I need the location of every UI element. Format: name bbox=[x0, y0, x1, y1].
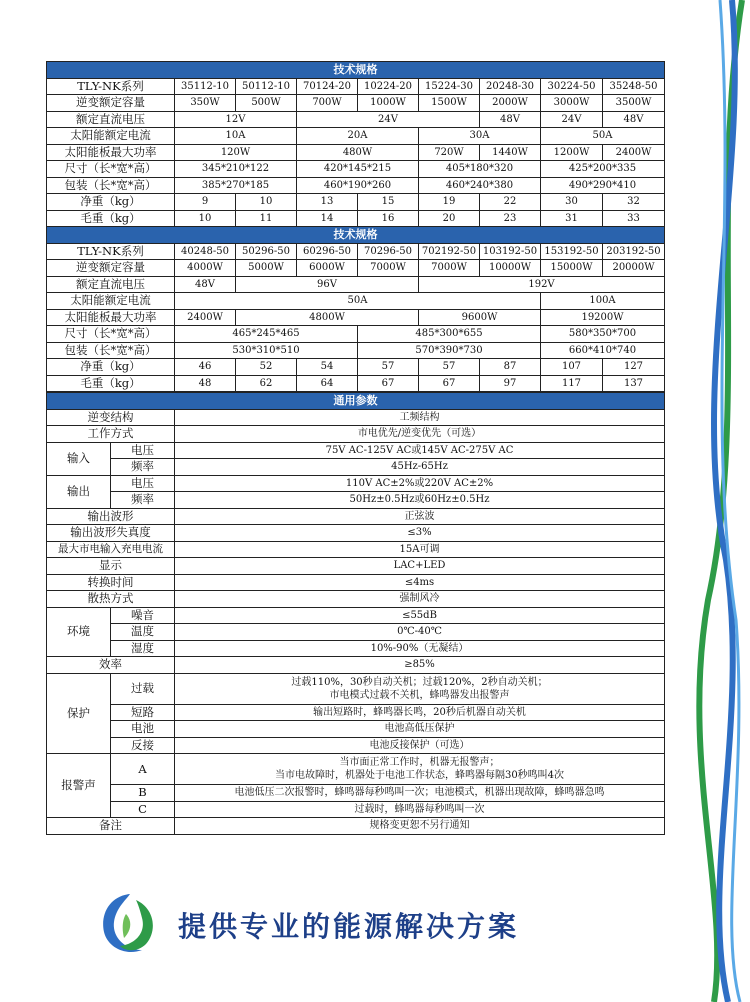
efficiency: ≥85% bbox=[175, 657, 665, 674]
spec1-solar-current: 50A bbox=[541, 128, 665, 145]
spec1-net: 30 bbox=[541, 194, 603, 211]
spec1-gross: 23 bbox=[480, 210, 541, 227]
humidity-label: 湿度 bbox=[111, 640, 175, 657]
spec1-net: 10 bbox=[236, 194, 297, 211]
transfer: ≤4ms bbox=[175, 574, 665, 591]
output-voltage-label: 电压 bbox=[111, 475, 175, 492]
spec1-dc-voltage: 24V bbox=[297, 111, 480, 128]
spec2-model: 153192-50 bbox=[541, 243, 603, 260]
spec2-net-row bbox=[47, 359, 665, 376]
noise-label: 噪音 bbox=[111, 607, 175, 624]
spec2-gross: 67 bbox=[419, 375, 480, 392]
spec1-net: 13 bbox=[297, 194, 358, 211]
spec2-capacity: 15000W bbox=[541, 260, 603, 277]
spec2-solar-power-row bbox=[47, 309, 665, 326]
spec2-solar-current: 50A bbox=[175, 293, 541, 310]
overload-label: 过载 bbox=[111, 673, 175, 704]
spec1-size-row bbox=[47, 161, 665, 178]
spec1-capacity: 1000W bbox=[358, 95, 419, 112]
alarm-a-label: A bbox=[111, 754, 175, 785]
spec2-pack: 570*390*730 bbox=[358, 342, 541, 359]
short-label: 短路 bbox=[111, 704, 175, 721]
spec1-model: 15224-30 bbox=[419, 78, 480, 95]
spec1-model: 30224-50 bbox=[541, 78, 603, 95]
spec2-capacity: 10000W bbox=[480, 260, 541, 277]
spec1-title: 技术规格 bbox=[47, 62, 665, 79]
spec2-net: 87 bbox=[480, 359, 541, 376]
alarm-b-label: B bbox=[111, 785, 175, 802]
spec1-solar-power: 720W bbox=[419, 144, 480, 161]
spec2-capacity: 7000W bbox=[358, 260, 419, 277]
spec2-dc-voltage: 192V bbox=[419, 276, 665, 293]
spec2-net: 57 bbox=[419, 359, 480, 376]
spec2-gross: 48 bbox=[175, 375, 236, 392]
work-mode: 市电优先/逆变优先（可选） bbox=[175, 426, 665, 443]
spec1-model: 20248-30 bbox=[480, 78, 541, 95]
spec1-capacity: 500W bbox=[236, 95, 297, 112]
spec2-capacity: 5000W bbox=[236, 260, 297, 277]
spec1-pack: 490*290*410 bbox=[541, 177, 665, 194]
spec2-model: 702192-50 bbox=[419, 243, 480, 260]
spec1-pack-row bbox=[47, 177, 665, 194]
spec1-pack: 460*190*260 bbox=[297, 177, 419, 194]
spec2-gross: 64 bbox=[297, 375, 358, 392]
spec1-capacity: 2000W bbox=[480, 95, 541, 112]
spec2-capacity: 4000W bbox=[175, 260, 236, 277]
spec2-dc-voltage-label: 额定直流电压 bbox=[47, 276, 175, 293]
decorative-wave-stripes bbox=[670, 0, 750, 1002]
spec1-capacity: 700W bbox=[297, 95, 358, 112]
spec2-net: 52 bbox=[236, 359, 297, 376]
spec1-capacity: 3500W bbox=[603, 95, 665, 112]
spec1-net: 15 bbox=[358, 194, 419, 211]
spec1-solar-power-row bbox=[47, 144, 665, 161]
spec1-size: 420*145*215 bbox=[297, 161, 419, 178]
spec-table bbox=[46, 61, 665, 392]
spec2-size: 485*300*655 bbox=[358, 326, 541, 343]
spec2-net: 46 bbox=[175, 359, 236, 376]
spec2-net: 107 bbox=[541, 359, 603, 376]
temp-label: 温度 bbox=[111, 624, 175, 641]
cooling: 强制风冷 bbox=[175, 591, 665, 608]
distortion-label: 输出波形失真度 bbox=[47, 525, 175, 542]
spec1-size: 405*180*320 bbox=[419, 161, 541, 178]
note: 规格变更恕不另行通知 bbox=[175, 818, 665, 835]
spec1-net: 9 bbox=[175, 194, 236, 211]
spec1-model: 50112-10 bbox=[236, 78, 297, 95]
spec1-capacity: 3000W bbox=[541, 95, 603, 112]
spec1-series-label: TLY-NK系列 bbox=[47, 78, 175, 95]
output-voltage: 110V AC±2%或220V AC±2% bbox=[175, 475, 665, 492]
spec2-size-row bbox=[47, 326, 665, 343]
spec2-model: 60296-50 bbox=[297, 243, 358, 260]
max-charge: 15A可调 bbox=[175, 541, 665, 558]
temp: 0℃-40℃ bbox=[175, 624, 665, 641]
spec2-capacity: 6000W bbox=[297, 260, 358, 277]
slogan-text: 提供专业的能源解决方案 bbox=[178, 910, 520, 943]
reverse: 电池反接保护（可选） bbox=[175, 737, 665, 754]
spec2-capacity-label: 逆变额定容量 bbox=[47, 260, 175, 277]
spec1-gross: 20 bbox=[419, 210, 480, 227]
spec2-model: 103192-50 bbox=[480, 243, 541, 260]
spec1-dc-voltage: 48V bbox=[603, 111, 665, 128]
spec1-model: 70124-20 bbox=[297, 78, 358, 95]
spec1-solar-current-row bbox=[47, 128, 665, 145]
spec2-net: 127 bbox=[603, 359, 665, 376]
transfer-label: 转换时间 bbox=[47, 574, 175, 591]
general-params-table bbox=[46, 392, 665, 835]
spec1-solar-power-label: 太阳能板最大功率 bbox=[47, 144, 175, 161]
spec2-size: 580*350*700 bbox=[541, 326, 665, 343]
humidity: 10%-90%（无凝结） bbox=[175, 640, 665, 657]
spec1-gross: 10 bbox=[175, 210, 236, 227]
spec2-gross: 117 bbox=[541, 375, 603, 392]
spec1-gross: 11 bbox=[236, 210, 297, 227]
spec2-size: 465*245*465 bbox=[175, 326, 358, 343]
input-voltage: 75V AC-125V AC或145V AC-275V AC bbox=[175, 442, 665, 459]
spec2-solar-power: 2400W bbox=[175, 309, 236, 326]
efficiency-label: 效率 bbox=[47, 657, 175, 674]
alarm-c: 过载时，蜂鸣器每秒鸣叫一次 bbox=[175, 801, 665, 818]
spec1-solar-power: 480W bbox=[297, 144, 419, 161]
spec2-capacity: 20000W bbox=[603, 260, 665, 277]
spec-sheet bbox=[46, 61, 664, 835]
spec2-title: 技术规格 bbox=[47, 227, 665, 244]
noise: ≤55dB bbox=[175, 607, 665, 624]
spec1-gross: 31 bbox=[541, 210, 603, 227]
alarm-b: 电池低压二次报警时，蜂鸣器每秒鸣叫一次；电池模式，机器出现故障，蜂鸣器急鸣 bbox=[175, 785, 665, 802]
spec2-gross-row bbox=[47, 375, 665, 392]
spec1-model: 35112-10 bbox=[175, 78, 236, 95]
spec1-model: 35248-50 bbox=[603, 78, 665, 95]
spec2-solar-current-row bbox=[47, 293, 665, 310]
spec2-gross: 67 bbox=[358, 375, 419, 392]
spec2-solar-power: 4800W bbox=[236, 309, 419, 326]
spec1-size: 425*200*335 bbox=[541, 161, 665, 178]
spec1-gross-label: 毛重（kg） bbox=[47, 210, 175, 227]
spec2-net: 57 bbox=[358, 359, 419, 376]
waveform: 正弦波 bbox=[175, 508, 665, 525]
spec1-solar-power: 1440W bbox=[480, 144, 541, 161]
output-label: 输出 bbox=[47, 475, 111, 508]
work-mode-label: 工作方式 bbox=[47, 426, 175, 443]
spec2-net-label: 净重（kg） bbox=[47, 359, 175, 376]
spec1-solar-current: 20A bbox=[297, 128, 419, 145]
spec1-gross: 16 bbox=[358, 210, 419, 227]
alarm-a-line-2: 当市电故障时，机器处于电池工作状态，蜂鸣器每隔30秒鸣叫4次 bbox=[274, 770, 565, 781]
spec2-solar-power-label: 太阳能板最大功率 bbox=[47, 309, 175, 326]
reverse-label: 反接 bbox=[111, 737, 175, 754]
spec2-dc-voltage: 96V bbox=[236, 276, 419, 293]
alarm-a-line-1: 当市面正常工作时，机器无报警声； bbox=[339, 757, 500, 768]
env-label: 环境 bbox=[47, 607, 111, 657]
spec2-gross-label: 毛重（kg） bbox=[47, 375, 175, 392]
spec2-dc-voltage-row bbox=[47, 276, 665, 293]
spec-table-1 bbox=[47, 62, 665, 227]
inverter-structure-label: 逆变结构 bbox=[47, 409, 175, 426]
spec1-solar-current-label: 太阳能额定电流 bbox=[47, 128, 175, 145]
cooling-label: 散热方式 bbox=[47, 591, 175, 608]
spec1-capacity: 350W bbox=[175, 95, 236, 112]
spec2-model: 40248-50 bbox=[175, 243, 236, 260]
spec2-capacity-row bbox=[47, 260, 665, 277]
distortion: ≤3% bbox=[175, 525, 665, 542]
overload-line-2: 市电模式过载不关机，蜂鸣器发出报警声 bbox=[329, 689, 510, 701]
max-charge-label: 最大市电输入充电电流 bbox=[47, 541, 175, 558]
spec1-gross-row bbox=[47, 210, 665, 227]
output-frequency: 50Hz±0.5Hz或60Hz±0.5Hz bbox=[175, 492, 665, 509]
spec1-capacity-row bbox=[47, 95, 665, 112]
spec2-gross: 62 bbox=[236, 375, 297, 392]
spec1-net: 22 bbox=[480, 194, 541, 211]
spec2-gross: 97 bbox=[480, 375, 541, 392]
battery-label: 电池 bbox=[111, 721, 175, 738]
spec1-dc-voltage: 12V bbox=[175, 111, 297, 128]
spec1-dc-voltage-label: 额定直流电压 bbox=[47, 111, 175, 128]
general-title: 通用参数 bbox=[47, 393, 665, 410]
spec1-size: 345*210*122 bbox=[175, 161, 297, 178]
spec2-solar-current: 100A bbox=[541, 293, 665, 310]
spec1-net-label: 净重（kg） bbox=[47, 194, 175, 211]
short: 输出短路时，蜂鸣器长鸣，20秒后机器自动关机 bbox=[175, 704, 665, 721]
waveform-label: 输出波形 bbox=[47, 508, 175, 525]
spec2-dc-voltage: 48V bbox=[175, 276, 236, 293]
alarm-a-text bbox=[175, 754, 665, 785]
spec2-pack: 660*410*740 bbox=[541, 342, 665, 359]
spec1-solar-power: 2400W bbox=[603, 144, 665, 161]
spec1-pack: 460*240*380 bbox=[419, 177, 541, 194]
spec2-capacity: 7000W bbox=[419, 260, 480, 277]
spec2-pack: 530*310*510 bbox=[175, 342, 358, 359]
alarm-c-label: C bbox=[111, 801, 175, 818]
spec2-pack-label: 包装（长*宽*高） bbox=[47, 342, 175, 359]
spec2-model: 70296-50 bbox=[358, 243, 419, 260]
spec1-model: 10224-20 bbox=[358, 78, 419, 95]
note-label: 备注 bbox=[47, 818, 175, 835]
spec1-capacity-label: 逆变额定容量 bbox=[47, 95, 175, 112]
spec1-gross: 33 bbox=[603, 210, 665, 227]
spec-table-2 bbox=[47, 227, 665, 392]
spec1-pack-label: 包装（长*宽*高） bbox=[47, 177, 175, 194]
spec1-net: 19 bbox=[419, 194, 480, 211]
spec2-solar-power: 19200W bbox=[541, 309, 665, 326]
spec2-solar-power: 9600W bbox=[419, 309, 541, 326]
spec1-capacity: 1500W bbox=[419, 95, 480, 112]
battery: 电池高低压保护 bbox=[175, 721, 665, 738]
display: LAC+LED bbox=[175, 558, 665, 575]
spec1-solar-power: 120W bbox=[175, 144, 297, 161]
spec1-dc-voltage: 48V bbox=[480, 111, 541, 128]
inverter-structure: 工频结构 bbox=[175, 409, 665, 426]
input-label: 输入 bbox=[47, 442, 111, 475]
spec2-model-row bbox=[47, 243, 665, 260]
input-frequency-label: 频率 bbox=[111, 459, 175, 476]
overload-text bbox=[175, 673, 665, 704]
spec1-net: 32 bbox=[603, 194, 665, 211]
spec1-dc-voltage-row bbox=[47, 111, 665, 128]
spec1-solar-current: 30A bbox=[419, 128, 541, 145]
spec1-dc-voltage: 24V bbox=[541, 111, 603, 128]
spec2-size-label: 尺寸（长*宽*高） bbox=[47, 326, 175, 343]
spec2-net: 54 bbox=[297, 359, 358, 376]
display-label: 显示 bbox=[47, 558, 175, 575]
input-voltage-label: 电压 bbox=[111, 442, 175, 459]
spec1-gross: 14 bbox=[297, 210, 358, 227]
overload-line-1: 过载110%，30秒自动关机；过载120%，2秒自动关机； bbox=[291, 676, 548, 688]
input-frequency: 45Hz-65Hz bbox=[175, 459, 665, 476]
spec2-model: 203192-50 bbox=[603, 243, 665, 260]
spec1-net-row bbox=[47, 194, 665, 211]
spec1-model-row bbox=[47, 78, 665, 95]
spec2-series-label: TLY-NK系列 bbox=[47, 243, 175, 260]
spec2-solar-current-label: 太阳能额定电流 bbox=[47, 293, 175, 310]
spec1-solar-power: 1200W bbox=[541, 144, 603, 161]
spec2-gross: 137 bbox=[603, 375, 665, 392]
company-logo-icon bbox=[96, 890, 164, 958]
output-frequency-label: 频率 bbox=[111, 492, 175, 509]
protect-label: 保护 bbox=[47, 673, 111, 754]
spec1-solar-current: 10A bbox=[175, 128, 297, 145]
spec1-size-label: 尺寸（长*宽*高） bbox=[47, 161, 175, 178]
alarm-label: 报警声 bbox=[47, 754, 111, 818]
spec1-pack: 385*270*185 bbox=[175, 177, 297, 194]
spec2-model: 50296-50 bbox=[236, 243, 297, 260]
spec2-pack-row bbox=[47, 342, 665, 359]
